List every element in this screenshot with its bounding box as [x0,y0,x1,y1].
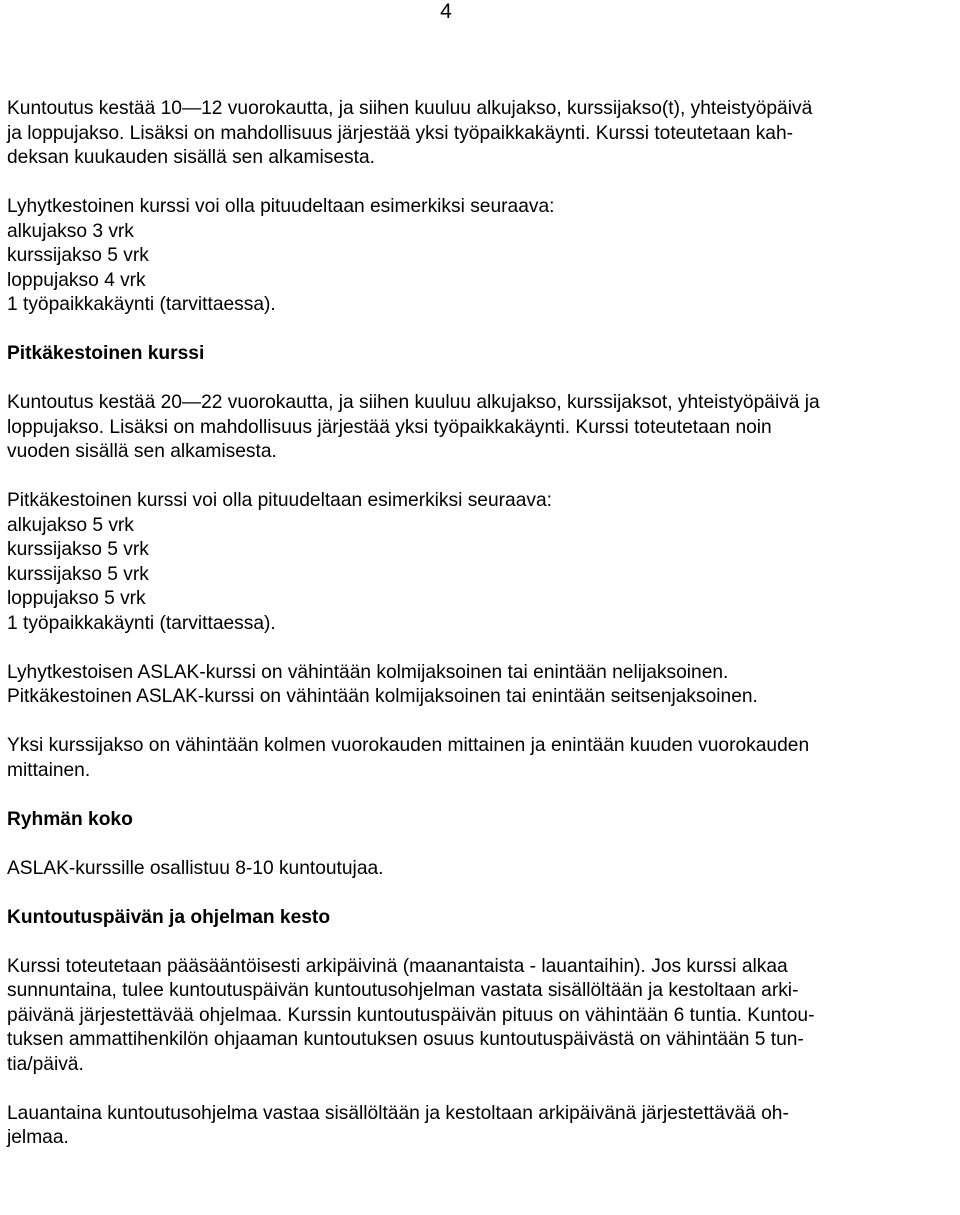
text-line: mittainen. [7,759,91,781]
rehab-day-heading: Kuntoutuspäivän ja ohjelman kesto [7,906,331,928]
short-course-intro [7,97,955,171]
short-course-example [7,195,955,318]
text-line: ja loppujakso. Lisäksi on mahdollisuus järjestää yksi työpaikkakäynti. Kurssi toteutetaan kah- [7,122,794,144]
text-line: Pitkäkestoinen ASLAK-kurssi on vähintään kolmijaksoinen tai enintään seitsenjaksoinen. [7,686,758,707]
group-size-text: ASLAK-kurssille osallistuu 8-10 kuntoutujaa. [7,857,384,879]
spacer [7,171,955,196]
text-line: vuoden sisällä sen alkamisesta. [7,441,277,462]
rehab-day-paragraph-2 [7,1102,955,1151]
period-length [7,734,955,783]
text-line: Lauantaina kuntoutusohjelma vastaa sisällöltään ja kestoltaan arkipäivänä järjestettävää oh- [7,1102,789,1124]
text-line: Lyhytkestoinen kurssi voi olla pituudeltaan esimerkiksi seuraava: [7,196,555,217]
page-number: 4 [440,0,452,23]
text-line: kurssijakso 5 vrk [7,563,149,585]
text-line: deksan kuukauden sisällä sen alkamisesta. [7,147,375,168]
spacer [7,318,955,343]
text-line: 1 työpaikkakäynti (tarvittaessa). [7,294,276,315]
text-line: kurssijakso 5 vrk [7,245,149,266]
spacer [7,930,955,955]
group-size-heading: Ryhmän koko [7,808,133,830]
spacer [7,881,955,906]
text-line: Lyhytkestoisen ASLAK-kurssi on vähintään kolmijaksoinen tai enintään nelijaksoinen. [7,661,729,683]
long-course-example [7,489,955,636]
text-line: kurssijakso 5 vrk [7,539,149,560]
text-line: tuksen ammattihenkilön ohjaaman kuntoutuksen osuus kuntoutuspäivästä on vähintään 5 tun- [7,1029,804,1050]
text-line: päivänä järjestettävää ohjelmaa. Kurssin kuntoutuspäivän pituus on vähintään 6 tuntia. Kuntou- [7,1004,815,1026]
spacer [7,636,955,661]
text-line: Yksi kurssijakso on vähintään kolmen vuorokauden mittainen ja enintään kuuden vuorokauden [7,735,810,756]
document-body [7,97,955,1151]
text-line: alkujakso 3 vrk [7,220,134,242]
spacer [7,367,955,392]
spacer [7,783,955,808]
text-line: loppujakso 4 vrk [7,269,146,291]
text-line: alkujakso 5 vrk [7,514,134,536]
text-line: jelmaa. [7,1127,69,1148]
text-line: 1 työpaikkakäynti (tarvittaessa). [7,612,276,634]
aslak-periods [7,661,955,710]
spacer [7,465,955,490]
text-line: sunnuntaina, tulee kuntoutuspäivän kuntoutusohjelman vastata sisällöltään ja kestoltaan arki- [7,980,799,1001]
spacer [7,1077,955,1102]
rehab-day-paragraph-1 [7,955,955,1078]
text-line: Kuntoutus kestää 10—12 vuorokautta, ja siihen kuuluu alkujakso, kurssijakso(t), yhteistyöpäivä [7,98,813,119]
text-line: Pitkäkestoinen kurssi voi olla pituudeltaan esimerkiksi seuraava: [7,490,552,511]
text-line: loppujakso 5 vrk [7,588,146,609]
text-line: Kurssi toteutetaan pääsääntöisesti arkipäivinä (maanantaista - lauantaihin). Jos kurssi alkaa [7,955,788,977]
text-line: Kuntoutus kestää 20—22 vuorokautta, ja siihen kuuluu alkujakso, kurssijaksot, yhteistyöpäivä ja [7,392,820,413]
long-course-heading: Pitkäkestoinen kurssi [7,343,205,364]
spacer [7,710,955,735]
text-line: tia/päivä. [7,1053,84,1075]
long-course-intro [7,391,955,465]
text-line: loppujakso. Lisäksi on mahdollisuus järjestää yksi työpaikkakäynti. Kurssi toteutetaan noin [7,416,772,438]
spacer [7,832,955,857]
